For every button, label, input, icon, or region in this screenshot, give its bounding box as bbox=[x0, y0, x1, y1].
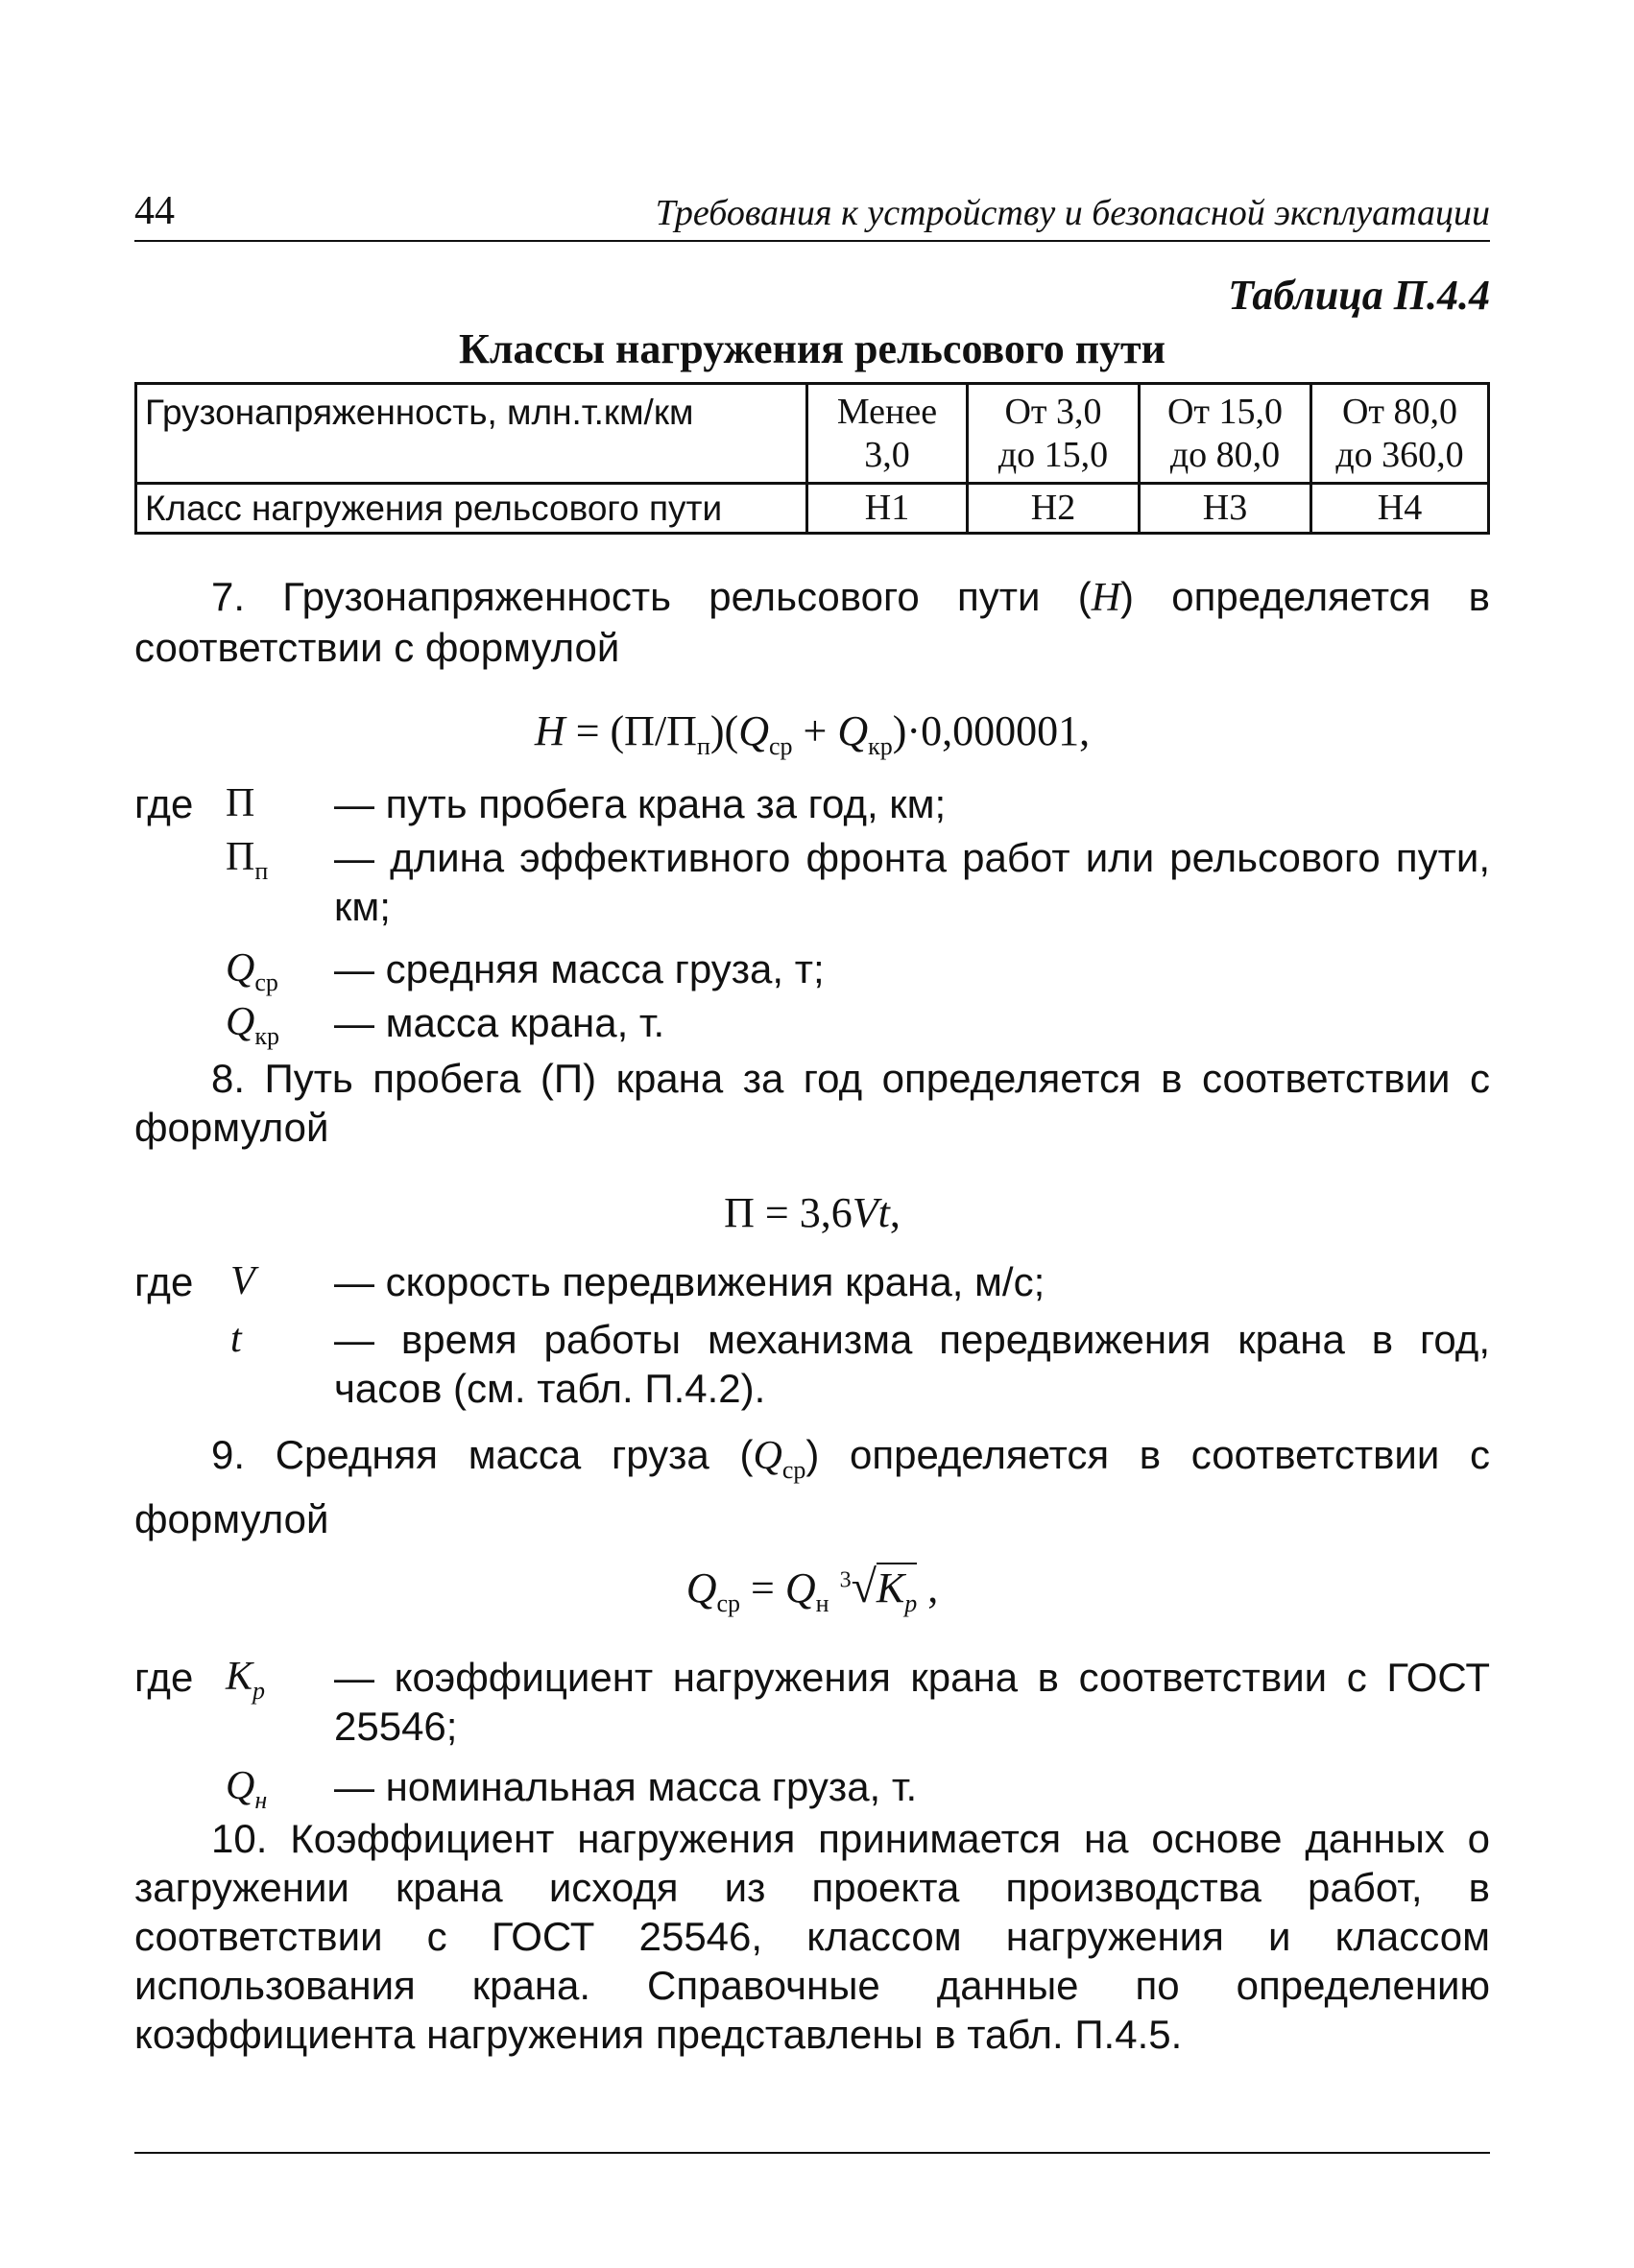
table-cell: Н3 bbox=[1140, 484, 1311, 534]
formula-mean-load: $Q_{ср} = Q_н$ $^3√K_р$ , bbox=[685, 1562, 939, 1617]
table-label: Таблица П.4.4 bbox=[1228, 272, 1490, 319]
def-text: — средняя масса груза, т; bbox=[334, 946, 825, 991]
def-symbol: t bbox=[230, 1317, 242, 1361]
table-cell-line2: 3,0 bbox=[864, 434, 910, 475]
table-row-label: Грузонапряженность, млн.т.км/км bbox=[136, 384, 807, 484]
table-cell bbox=[1140, 384, 1311, 484]
def-text: — скорость передвижения крана, м/с; bbox=[334, 1259, 1045, 1304]
where-label: где bbox=[134, 1655, 194, 1700]
table-cell: Н1 bbox=[807, 484, 968, 534]
text: ) определяется в соответствии с формулой bbox=[134, 574, 1490, 670]
page-number: 44 bbox=[134, 189, 175, 233]
def-symbol: $Q_н$ bbox=[226, 1764, 268, 1814]
def-text: — масса крана, т. bbox=[334, 1000, 665, 1045]
text: 9. Средняя масса груза ( bbox=[211, 1432, 754, 1477]
formula-travel-path: П = 3,6Vt, bbox=[724, 1189, 901, 1236]
table-cell-line1: От 3,0 bbox=[1004, 391, 1102, 432]
def-text: — номинальная масса груза, т. bbox=[334, 1764, 918, 1809]
table-cell-line2: до 80,0 bbox=[1169, 434, 1281, 475]
def-symbol: V bbox=[230, 1259, 255, 1303]
table-caption: Классы нагружения рельсового пути bbox=[458, 325, 1166, 372]
table-cell bbox=[968, 384, 1140, 484]
def-text: — путь пробега крана за год, км; bbox=[334, 781, 947, 826]
def-text: — длина эффективного фронта работ или рельсового пути, км; bbox=[334, 835, 1490, 929]
text: 7. Грузонапряженность рельсового пути ( bbox=[211, 574, 1092, 619]
table-row-label: Класс нагружения рельсового пути bbox=[136, 484, 807, 534]
table-row bbox=[136, 384, 1489, 484]
table-cell-line1: Менее bbox=[836, 391, 938, 432]
def-symbol: $Q_{ср}$ bbox=[226, 946, 278, 996]
paragraph-7 bbox=[134, 572, 1490, 672]
paragraph-10: 10. Коэффициент нагружения принимается на основе данных о загружении крана исходя из проекта производства работ, в соответствии с ГОСТ 25546, классом нагружения и классом использования крана. Справочные данные по определению коэффициента нагружения представлены в табл. П.4.5. bbox=[134, 1816, 1490, 2057]
table-cell bbox=[1311, 384, 1489, 484]
variable-subscript: ср bbox=[781, 1456, 806, 1484]
def-text: — коэффициент нагружения крана в соответствии с ГОСТ 25546; bbox=[334, 1655, 1490, 1749]
running-title: Требования к устройству и безопасной эксплуатации bbox=[655, 193, 1490, 233]
table-cell-line2: до 360,0 bbox=[1335, 434, 1464, 475]
def-symbol: $Q_{кр}$ bbox=[226, 1000, 279, 1050]
table-cell-line1: От 15,0 bbox=[1166, 391, 1284, 432]
paragraph-8: 8. Путь пробега (П) крана за год определяется в соответствии с формулой bbox=[134, 1056, 1490, 1150]
table-cell bbox=[807, 384, 968, 484]
def-symbol: П bbox=[226, 781, 255, 825]
where-label: где bbox=[134, 1259, 194, 1304]
table-row bbox=[136, 484, 1489, 534]
def-symbol: $K_р$ bbox=[226, 1655, 266, 1705]
formula-load-intensity: $Н = (П/П_п)(Q_{ср} + Q_{кр})\cdot 0,000001$, bbox=[534, 707, 1091, 760]
variable: Q bbox=[753, 1434, 782, 1478]
def-symbol: $П_п$ bbox=[226, 835, 269, 885]
where-label: где bbox=[134, 781, 194, 826]
table-cell: Н2 bbox=[968, 484, 1140, 534]
paragraph-9 bbox=[134, 1430, 1490, 1543]
table-cell-line1: От 80,0 bbox=[1341, 391, 1458, 432]
footer-rule bbox=[134, 2152, 1490, 2154]
table-cell-line2: до 15,0 bbox=[997, 434, 1109, 475]
table-cell: Н4 bbox=[1311, 484, 1489, 534]
variable: Н bbox=[1091, 576, 1121, 620]
header-rule bbox=[134, 240, 1490, 242]
text: ) определяется в соответствии с формулой bbox=[134, 1432, 1491, 1541]
load-class-table bbox=[134, 382, 1490, 535]
def-text: — время работы механизма передвижения крана в год, часов (см. табл. П.4.2). bbox=[334, 1317, 1490, 1411]
